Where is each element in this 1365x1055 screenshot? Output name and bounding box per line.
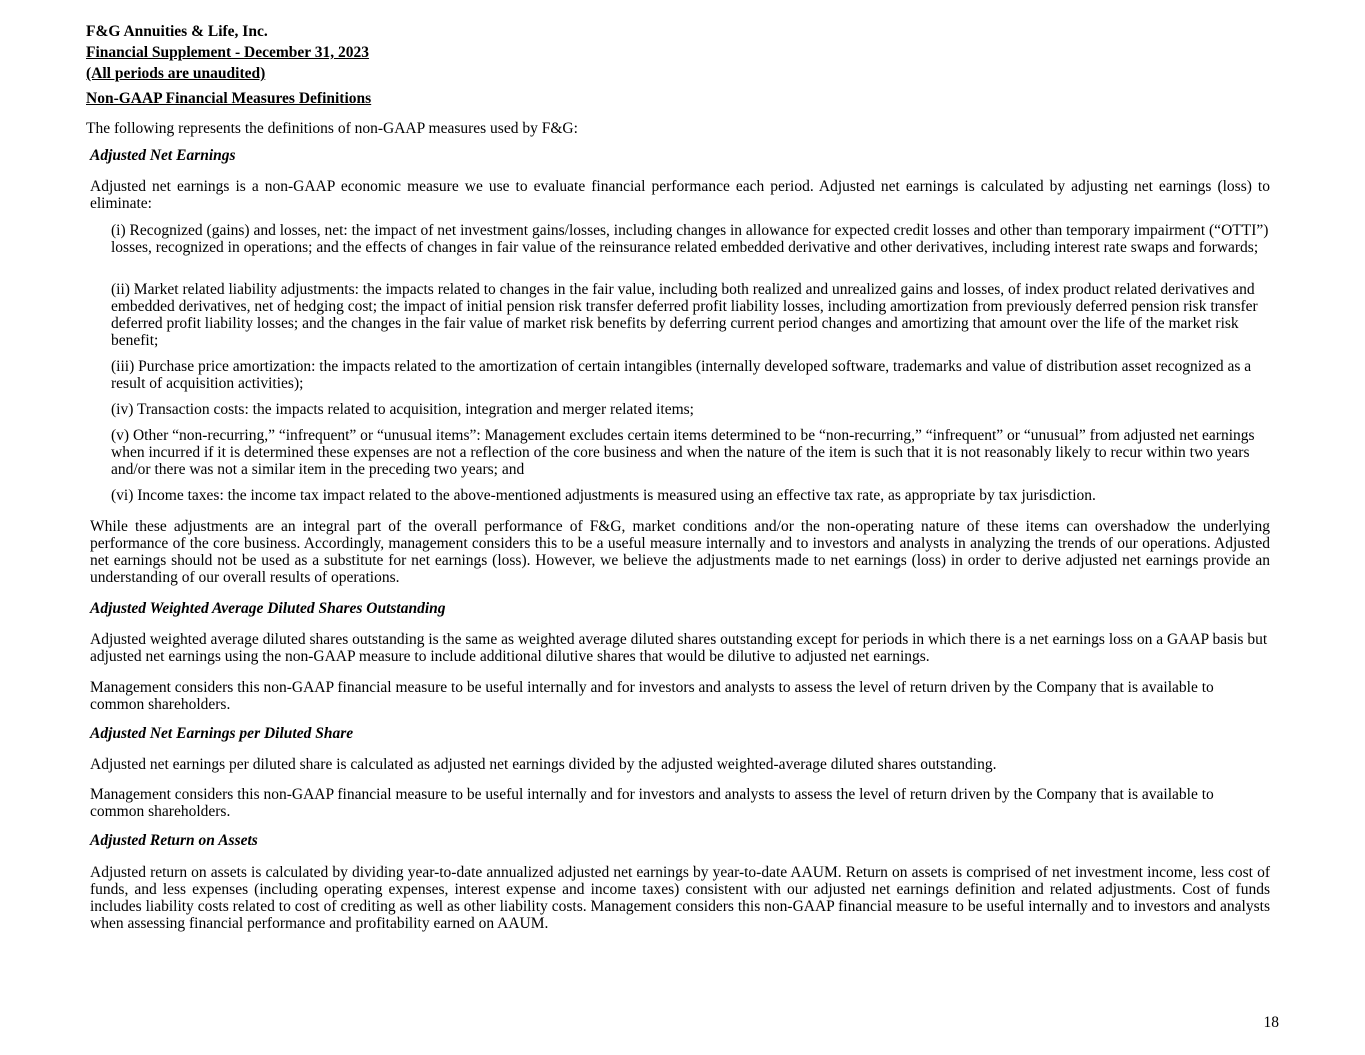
list-item: (vi) Income taxes: the income tax impact related to the above-mentioned adjustments is measured using an effective tax rate, as appropriate by tax jurisdiction. [111,487,1096,504]
para-adjusted-eps-2: Management considers this non-GAAP financial measure to be useful internally and for investors and analysts to assess the level of return driven by the Company that is available to common shareholders. [90,786,1214,820]
heading-adjusted-roa: Adjusted Return on Assets [90,832,258,849]
list-item: (i) Recognized (gains) and losses, net: the impact of net investment gains/losses, including changes in allowance for expected credit losses and other than temporary impairment (“OTTI”) losses, recognized in operations; and the effects of changes in fair value of the reinsurance related embedded derivative and other derivatives, including interest rate swaps and forwards; [111,222,1269,256]
para-adjusted-shares-2: Management considers this non-GAAP financial measure to be useful internally and for investors and analysts to assess the level of return driven by the Company that is available to common shareholders. [90,679,1214,713]
heading-adjusted-shares: Adjusted Weighted Average Diluted Shares Outstanding [90,600,446,617]
para-adjusted-shares-1: Adjusted weighted average diluted shares outstanding is the same as weighted average diluted shares outstanding except for periods in which there is a net earnings loss on a GAAP basis but adjusted net earnings using the non-GAAP measure to include additional dilutive shares that would be dilutive to adjusted net earnings. [90,631,1268,665]
definitions-title: Non-GAAP Financial Measures Definitions [86,90,372,107]
page-number: 18 [1263,1014,1279,1031]
para-adjusted-net-earnings: Adjusted net earnings is a non-GAAP economic measure we use to evaluate financial performance each period. Adjusted net earnings is calculated by adjusting net earnings (loss) to eliminate: [90,178,1270,212]
intro-text: The following represents the definitions of non-GAAP measures used by F&G: [86,120,578,137]
list-item: (ii) Market related liability adjustments: the impacts related to changes in the fair value, including both realized and unrealized gains and losses, of index product related derivatives and embedded derivatives, net of hedging cost; the impact of initial pension risk transfer deferred profit liability losses, including amortization from previously deferred pension risk transfer deferred profit liability losses; and the changes in the fair value of market risk benefits by deferring current period changes and amortizing that amount over the life of the market risk benefit; [111,281,1258,349]
para-adjusted-roa: Adjusted return on assets is calculated by dividing year-to-date annualized adjusted net earnings by year-to-date AAUM. Return on assets is comprised of net investment income, less cost of funds, and less expenses (including operating expenses, interest expense and income taxes) consistent with our adjusted net earnings definition and related adjustments. Cost of funds includes liability costs related to cost of crediting as well as other liability costs. Management considers this non-GAAP financial measure to be useful internally and to investors and analysts when assessing financial performance and profitability earned on AAUM. [90,864,1270,932]
supplement-title: Financial Supplement - December 31, 2023 [86,44,370,61]
list-item: (iv) Transaction costs: the impacts related to acquisition, integration and merger related items; [111,401,694,418]
para-adjusted-eps-1: Adjusted net earnings per diluted share is calculated as adjusted net earnings divided by the adjusted weighted-average diluted shares outstanding. [90,756,997,773]
unaudited-note: (All periods are unaudited) [86,65,266,82]
list-item: (iii) Purchase price amortization: the impacts related to the amortization of certain intangibles (internally developed software, trademarks and value of distribution asset recognized as a result of acquisition activities); [111,358,1252,392]
list-item: (v) Other “non-recurring,” “infrequent” or “unusual items”: Management excludes certain items determined to be “non-recurring,” “infrequent” or “unusual” from adjusted net earnings when incurred if it is determined these expenses are not a reflection of the core business and when the nature of the item is such that it is not reasonably likely to recur within two years and/or there was not a similar item in the preceding two years; and [111,427,1255,478]
heading-adjusted-eps: Adjusted Net Earnings per Diluted Share [90,725,354,742]
heading-adjusted-net-earnings: Adjusted Net Earnings [90,147,236,164]
document-header [86,21,369,84]
company-name: F&G Annuities & Life, Inc. [86,23,268,40]
para-adjusted-net-earnings-closing: While these adjustments are an integral part of the overall performance of F&G, market conditions and/or the non-operating nature of these items can overshadow the underlying performance of the core business. Accordingly, management considers this to be a useful measure internally and to investors and analysts in analyzing the trends of our operations. Adjusted net earnings should not be used as a substitute for net earnings (loss). However, we believe the adjustments made to net earnings (loss) in order to derive adjusted net earnings provide an understanding of our overall results of operations. [90,518,1270,586]
